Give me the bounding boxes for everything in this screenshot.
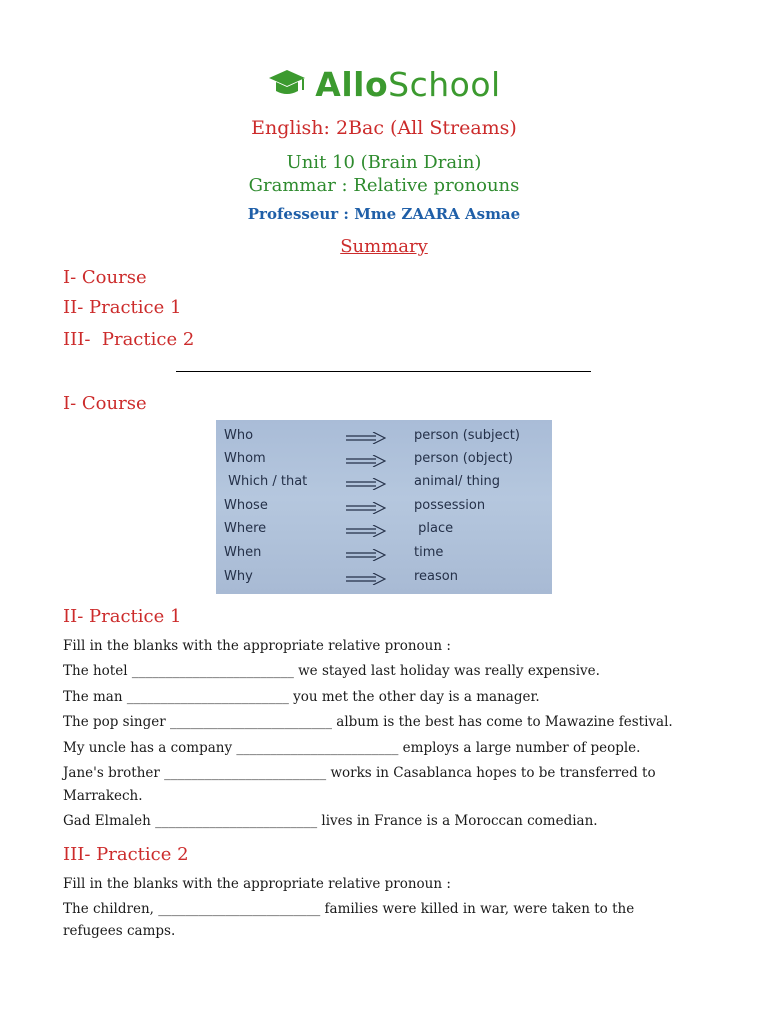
course-heading: I- Course <box>63 393 147 414</box>
pronoun-meaning: person (subject) <box>414 428 520 443</box>
practice2-instruction: Fill in the blanks with the appropriate relative pronoun : <box>63 876 451 892</box>
practice1-sentence: The man ________________________ you met the other day is a manager. <box>63 689 540 705</box>
double-arrow-icon <box>346 525 386 537</box>
alloschool-logo <box>0 64 768 104</box>
unit-title: Unit 10 (Brain Drain) <box>286 152 482 173</box>
practice1-sentence: Jane's brother ________________________ works in Casablanca hopes to be transferred to <box>63 765 656 781</box>
summary-item-course: I- Course <box>63 267 147 288</box>
pronoun-word: Why <box>224 569 253 584</box>
double-arrow-icon <box>346 549 386 561</box>
professor-name: Professeur : Mme ZAARA Asmae <box>247 205 521 223</box>
pronoun-meaning: person (object) <box>414 451 513 466</box>
double-arrow-icon <box>346 432 386 444</box>
pronoun-word: Who <box>224 428 254 443</box>
pronoun-meaning: possession <box>414 498 486 513</box>
pronoun-word: Whom <box>224 451 266 466</box>
pronoun-word: Where <box>224 521 267 536</box>
relative-pronouns-table-image <box>216 420 552 594</box>
practice1-sentence: My uncle has a company ________________________ employs a large number of people. <box>63 740 641 756</box>
practice1-instruction: Fill in the blanks with the appropriate relative pronoun : <box>63 638 451 654</box>
summary-item-practice2: III- Practice 2 <box>63 329 195 350</box>
graduation-cap-icon <box>267 64 307 104</box>
pronoun-word: When <box>224 545 262 560</box>
summary-item-practice1: II- Practice 1 <box>63 297 182 318</box>
pronoun-row <box>216 474 552 496</box>
pronoun-word: Which / that <box>224 474 308 489</box>
summary-heading: Summary <box>340 236 428 257</box>
practice1-sentence: The hotel ________________________ we stayed last holiday was really expensive. <box>63 663 600 679</box>
double-arrow-icon <box>346 502 386 514</box>
practice1-sentence: Gad Elmaleh ________________________ lives in France is a Moroccan comedian. <box>63 813 598 829</box>
double-arrow-icon <box>346 478 386 490</box>
double-arrow-icon <box>346 455 386 467</box>
pronoun-word: Whose <box>224 498 268 513</box>
grammar-title: Grammar : Relative pronouns <box>248 175 520 196</box>
divider <box>176 371 591 372</box>
double-arrow-icon <box>346 573 386 585</box>
brand-name: AlloSchool <box>315 64 501 104</box>
practice2-sentence: The children, ________________________ families were killed in war, were taken to the <box>63 901 635 917</box>
pronoun-row <box>216 498 552 520</box>
practice2-heading: III- Practice 2 <box>63 844 189 865</box>
pronoun-row <box>216 545 552 567</box>
pronoun-row <box>216 428 552 450</box>
practice1-sentence-continued: Marrakech. <box>63 788 143 804</box>
pronoun-row <box>216 451 552 473</box>
pronoun-meaning: reason <box>414 569 458 584</box>
subject-title: English: 2Bac (All Streams) <box>251 117 517 139</box>
pronoun-row <box>216 569 552 591</box>
pronoun-meaning: time <box>414 545 444 560</box>
pronoun-meaning: animal/ thing <box>414 474 501 489</box>
pronoun-meaning: place <box>414 521 454 536</box>
practice1-sentence: The pop singer ________________________ album is the best has come to Mawazine festival. <box>63 714 673 730</box>
practice1-heading: II- Practice 1 <box>63 606 182 627</box>
pronoun-row <box>216 521 552 543</box>
practice2-sentence-continued: refugees camps. <box>63 923 176 939</box>
